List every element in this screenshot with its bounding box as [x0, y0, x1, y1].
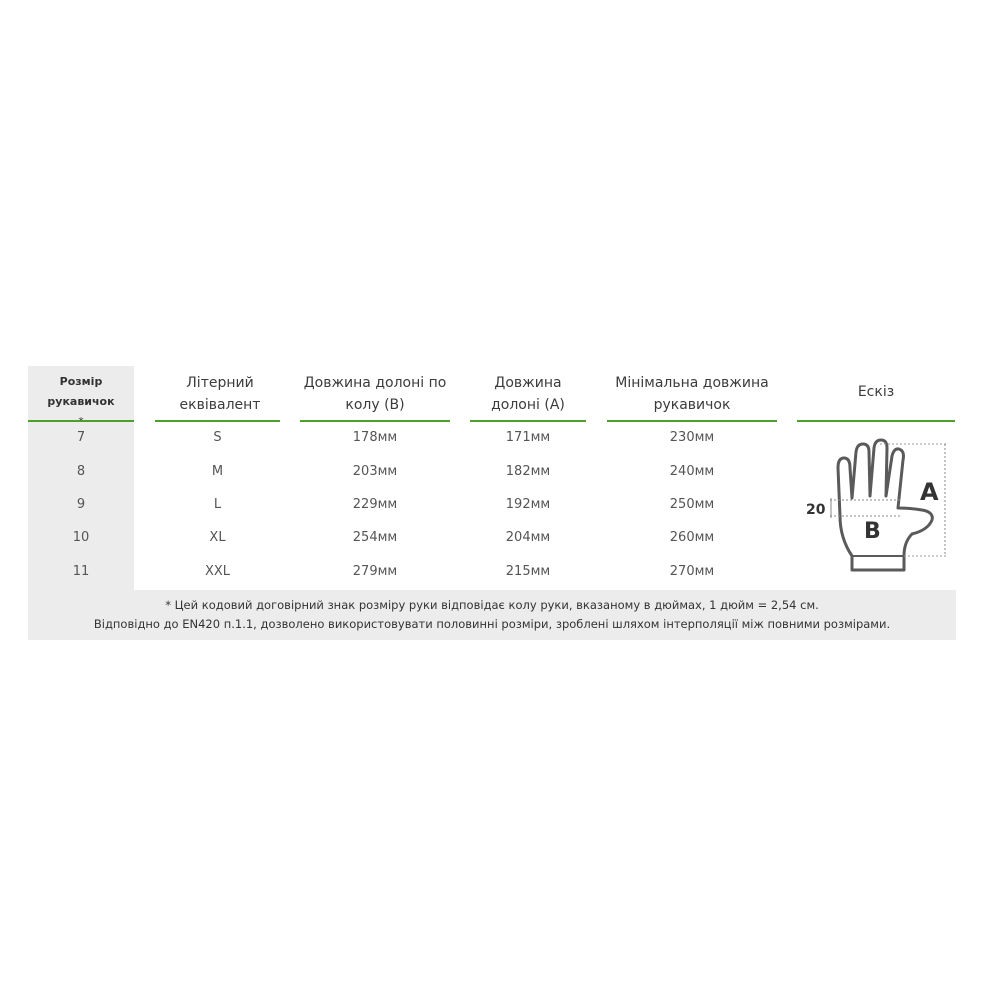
cell-letter: M [211, 464, 224, 479]
cell-letter: XL [209, 530, 226, 545]
header-rule [797, 420, 955, 422]
cell-min-length: 260мм [669, 530, 715, 545]
footnote-line-2: Відповідно до EN420 п.1.1, дозволено використовувати половинні розміри, зроблені шляхом інтерполяції між повними розмірами. [93, 617, 891, 631]
cell-letter: XXL [204, 564, 231, 579]
cell-palm-length: 204мм [505, 530, 551, 545]
cell-palm-length: 192мм [505, 497, 551, 512]
cell-circumference: 254мм [352, 530, 398, 545]
label-b: B [864, 519, 881, 544]
cell-min-length: 230мм [669, 430, 715, 445]
header-palm-length: Довжина долоні (A) [491, 375, 565, 413]
label-a: A [920, 478, 939, 506]
header-rule [607, 420, 777, 422]
cell-min-length: 270мм [669, 564, 715, 579]
footnote-panel [28, 590, 956, 640]
cell-min-length: 240мм [669, 464, 715, 479]
header-min-length: Мінімальна довжина рукавичок [615, 375, 769, 413]
cell-palm-length: 215мм [505, 564, 551, 579]
cell-palm-length: 171мм [505, 430, 551, 445]
header-rule [155, 420, 280, 422]
cell-letter: S [213, 430, 222, 445]
header-size [28, 372, 134, 432]
cell-min-length: 250мм [669, 497, 715, 512]
header-circumference: Довжина долоні по колу (B) [303, 375, 447, 413]
header-size-label: Розмір рукавичок [47, 375, 115, 408]
footnote-line-1: * Цей кодовий договірний знак розміру руки відповідає колу руки, вказаному в дюймах, 1 дюйм = 2,54 см. [165, 598, 819, 612]
cell-circumference: 229мм [352, 497, 398, 512]
cell-size: 9 [76, 497, 86, 512]
glove-sketch [800, 438, 960, 578]
header-letter: Літерний еквівалент [179, 375, 261, 413]
cell-size: 7 [76, 430, 86, 445]
cell-circumference: 279мм [352, 564, 398, 579]
cell-letter: L [213, 497, 222, 512]
header-rule [28, 420, 134, 422]
cell-circumference: 178мм [352, 430, 398, 445]
header-rule [470, 420, 586, 422]
cell-palm-length: 182мм [505, 464, 551, 479]
label-20: 20 [806, 502, 826, 518]
header-rule [300, 420, 450, 422]
cell-size: 10 [72, 530, 90, 545]
cell-circumference: 203мм [352, 464, 398, 479]
glove-outline-icon [838, 440, 932, 570]
cell-size: 8 [76, 464, 86, 479]
header-sketch: Ескіз [857, 384, 895, 400]
cell-size: 11 [72, 564, 90, 579]
